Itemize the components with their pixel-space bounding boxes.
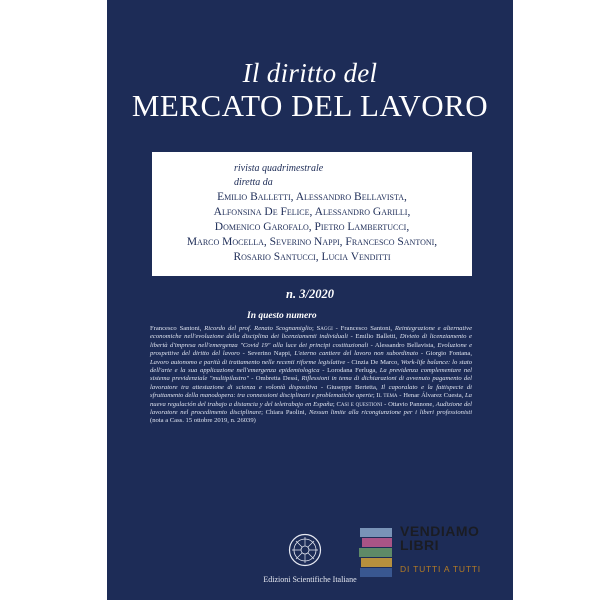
watermark-line-1: VENDIAMO: [400, 523, 480, 539]
toc-article-title: Work-life balance: lo stato dell'arte e la sua applicazione nell'emergenza epidemiologica: [150, 358, 473, 375]
toc-section-label: Saggi: [316, 325, 333, 332]
toc-text: - Severino Nappi,: [239, 350, 295, 358]
toc-article-title: Lavoro autonomo e parità di trattamento nelle recenti riforme legislative: [150, 358, 346, 366]
toc-text: - Lorodana Ferluga,: [319, 367, 380, 375]
editor-line: Alfonsina De Felice, Alessandro Garilli,: [213, 206, 411, 218]
toc-article-title: Audizione del lavoratore nel procedimento disciplinare: [150, 400, 473, 417]
books-stack-icon: [358, 526, 394, 578]
directed-by: diretta da: [234, 177, 273, 188]
toc-text: (nota a Cass. 15 ottobre 2019, n. 26039): [150, 417, 256, 425]
editor-line: Domenico Garofalo, Pietro Lambertucci,: [214, 221, 410, 233]
toc-article-title: Il caporalato e la fattispecie di sfruttamento della manodopera: tra connessioni disciplinari e problematiche aperte: [150, 383, 472, 400]
toc-text: ;: [311, 325, 317, 332]
toc-text: ; Chiara Paolini,: [261, 409, 309, 417]
toc-text: - Giorgio Fontana,: [418, 350, 472, 358]
toc-text: - Henar Álvarez Cuesta,: [397, 392, 466, 400]
publisher-name: Edizioni Scientifiche Italiane: [263, 575, 357, 584]
shop-watermark: [358, 520, 498, 590]
toc-text: - Emilio Balletti,: [347, 333, 400, 341]
toc-text: - Ottavio Pannone,: [382, 400, 436, 408]
toc-text: - Ombretta Dessì,: [248, 375, 302, 383]
toc-article-title: L'eterno cantiere del lavoro non subordinato: [294, 350, 419, 358]
in-this-issue-heading: In questo numero: [247, 311, 317, 321]
toc-article-title: Ricordo del prof. Renato Scognamiglio: [204, 325, 312, 332]
toc-article-title: Divieto di licenziamento e libertà d'impresa nell'emergenza "Covid 19" alla luce dei principi costituzionali: [150, 333, 472, 349]
toc-text: - Cinzia De Marco,: [345, 358, 401, 366]
title-line-2: MERCATO DEL LAVORO: [131, 88, 489, 123]
toc-article-title: La previdenza complementare nel sistema previdenziale "multipilastro": [150, 367, 472, 383]
publisher-emblem-icon: [288, 533, 322, 567]
toc-section-label: Il tema: [376, 392, 398, 400]
toc-text: - Alessandro Bellavista,: [368, 341, 438, 349]
watermark-line-2: LIBRI: [400, 537, 440, 553]
table-of-contents: [150, 325, 472, 426]
toc-text: Francesco Santoni,: [150, 325, 205, 332]
toc-article-title: Riflessioni in tema di dichiarazioni di avvenuto pagamento del lavoratore tra attestazione di scienza e volontà dispositiva: [150, 375, 472, 391]
watermark-tagline: DI TUTTI A TUTTI: [400, 564, 481, 574]
toc-text: - Giuseppe Bertetta,: [317, 383, 382, 391]
editor-line: Rosario Santucci, Lucia Venditti: [233, 251, 391, 263]
editors-box: [152, 152, 472, 276]
toc-article-title: Reintegrazione e alternative economiche nell'evoluzione della disciplina dei licenziamenti individuali: [150, 325, 472, 341]
journal-cover: [107, 0, 513, 600]
editor-line: Marco Mocella, Severino Nappi, Francesco Santoni,: [186, 236, 438, 248]
toc-text: - Francesco Santoni,: [332, 325, 395, 332]
toc-section-label: Casi e questioni: [336, 400, 383, 408]
toc-text: ;: [332, 400, 337, 408]
title-line-1: Il diritto del: [242, 58, 378, 88]
toc-article-title: Nessun limite alla ricongiunzione per i liberi professionisti: [308, 409, 473, 417]
editor-line: Emilio Balletti, Alessandro Bellavista,: [217, 191, 407, 203]
toc-article-title: La nueva regulación del trabajo a distancia y del teletrabajo en España: [150, 392, 472, 408]
watermark-text: [400, 524, 479, 552]
toc-text: ;: [372, 392, 377, 400]
toc-article-title: Evoluzione e prospettive del diritto del lavoro: [150, 341, 473, 358]
subtitle: rivista quadrimestrale: [234, 163, 324, 174]
issue-number: n. 3/2020: [286, 287, 334, 301]
